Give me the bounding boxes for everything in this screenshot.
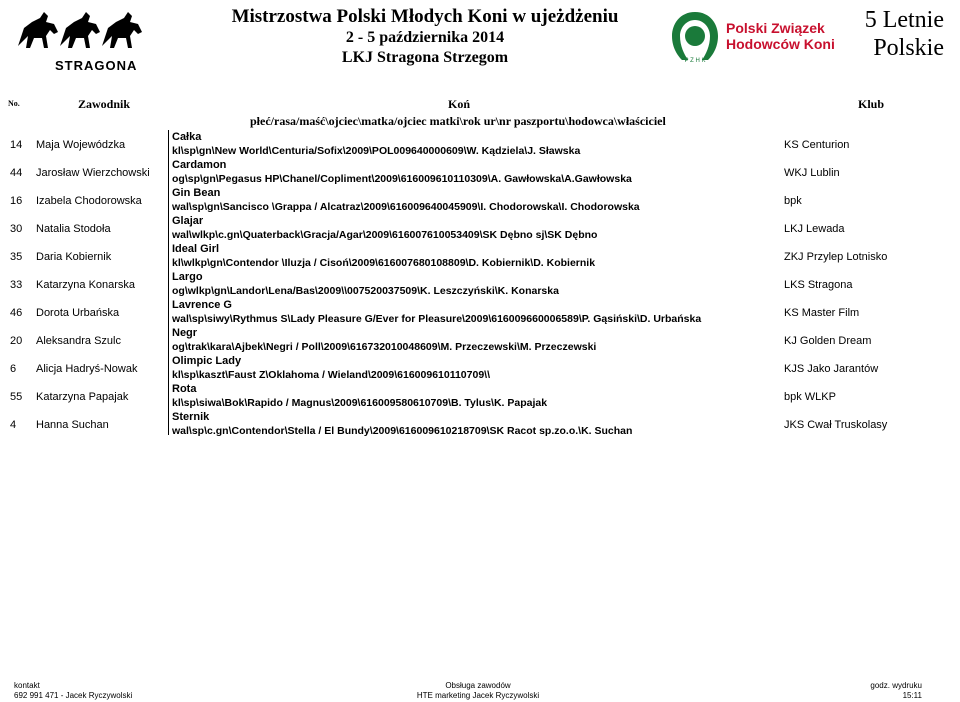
horse-cell (172, 354, 490, 382)
horse-pedigree: og\sp\gn\Pegasus HP\Chanel/Copliment\2009\616009610110309\A. Gawłowska\A.Gawłowska (172, 173, 632, 185)
horse-name: Ideal Girl (172, 243, 220, 255)
table-row (0, 382, 960, 412)
rider-name: Maja Wojewódzka (36, 139, 126, 151)
horse-cell (172, 130, 580, 158)
footer-organizer (408, 681, 548, 701)
table-row (0, 130, 960, 160)
horse-pedigree: kl\wlkp\gn\Contendor \Iluzja / Cisoń\2009\616007680108809\D. Kobiernik\D. Kobiernik (172, 257, 596, 269)
start-number: 30 (10, 223, 23, 235)
table-row (0, 242, 960, 272)
horse-pedigree: og\wlkp\gn\Landor\Lena/Bas\2009\\007520037509\K. Leszczyński\K. Konarska (172, 285, 559, 297)
stragona-logo (10, 6, 160, 73)
start-number: 33 (10, 279, 23, 291)
pzhk-name (726, 20, 835, 52)
print-time-value: 15:11 (902, 691, 922, 700)
horse-name: Glajar (172, 215, 204, 227)
category-age: 5 Letnie (864, 7, 944, 33)
table-row (0, 298, 960, 328)
club-name: KJS Jako Jarantów (784, 363, 879, 375)
start-number: 44 (10, 167, 23, 179)
table-row (0, 214, 960, 244)
horse-cell (172, 158, 632, 186)
horse-name: Całka (172, 131, 202, 143)
start-number: 6 (10, 363, 17, 375)
event-venue: LKJ Stragona Strzegom (341, 49, 509, 66)
start-number: 55 (10, 391, 23, 403)
club-name: KS Master Film (784, 307, 860, 319)
table-row (0, 354, 960, 384)
pzhk-line2: Hodowców Koni (726, 36, 835, 52)
organizer-name: HTE marketing Jacek Ryczywolski (416, 691, 540, 700)
horses-icon (10, 6, 160, 56)
horse-cell (172, 298, 701, 326)
horse-pedigree: wal\sp\siwy\Rythmus S\Lady Pleasure G/Ever for Pleasure\2009\616009660006589\P. Gąsiński\D. Urbańska (172, 313, 702, 325)
club-name: WKJ Lublin (784, 167, 840, 179)
club-name: bpk (784, 195, 802, 207)
rider-name: Katarzyna Konarska (36, 279, 136, 291)
club-name: LKS Stragona (784, 279, 853, 291)
horse-cell (172, 410, 632, 438)
horse-pedigree: og\trak\kara\Ajbek\Negri / Poll\2009\616732010048609\M. Przeczewski\M. Przeczewski (172, 341, 597, 353)
stragona-brand: STRAGONA (55, 58, 138, 73)
horse-name: Olimpic Lady (172, 355, 242, 367)
horse-name: Gin Bean (172, 187, 221, 199)
pzhk-line1: Polski Związek (726, 20, 825, 36)
pzhk-logo (668, 8, 722, 64)
horse-name: Rota (172, 383, 197, 395)
horse-pedigree: kl\sp\kaszt\Faust Z\Oklahoma / Wieland\2009\616009610110709\\ (172, 369, 490, 381)
category-label (865, 6, 944, 62)
start-number: 35 (10, 251, 23, 263)
horse-cell (172, 186, 640, 214)
horse-pedigree: kl\sp\siwa\Bok\Rapido / Magnus\2009\616009580610709\B. Tylus\K. Papajak (172, 397, 548, 409)
horse-name: Largo (172, 271, 203, 283)
rider-name: Izabela Chodorowska (36, 195, 142, 207)
horse-cell (172, 382, 547, 410)
table-row (0, 270, 960, 300)
horseshoe-icon (668, 8, 722, 64)
pzhk-badge: P Z H K (684, 58, 706, 64)
start-number: 4 (10, 419, 17, 431)
event-dates: 2 - 5 października 2014 (345, 29, 505, 46)
start-number: 46 (10, 307, 23, 319)
contact-label: kontakt (14, 681, 40, 690)
horse-name: Negr (172, 327, 198, 339)
rider-name: Alicja Hadryś-Nowak (36, 363, 138, 375)
table-row (0, 410, 960, 440)
horse-cell (172, 270, 559, 298)
rider-name: Jarosław Wierzchowski (36, 167, 150, 179)
table-row (0, 326, 960, 356)
start-number: 16 (10, 195, 23, 207)
horse-name: Lavrence G (172, 299, 232, 311)
rider-name: Daria Kobiernik (36, 251, 112, 263)
event-title (210, 6, 640, 68)
start-number: 14 (10, 139, 23, 151)
rider-name: Dorota Urbańska (36, 307, 120, 319)
horse-cell (172, 326, 596, 354)
page-footer (0, 678, 960, 702)
horse-name: Sternik (172, 411, 210, 423)
column-header-rider: Zawodnik (78, 97, 131, 111)
footer-contact (14, 681, 132, 701)
table-row (0, 158, 960, 188)
column-header-no: No. (8, 99, 20, 108)
event-name: Mistrzostwa Polski Młodych Koni w ujeżdżeniu (231, 6, 619, 27)
rider-name: Hanna Suchan (36, 419, 109, 431)
rider-name: Natalia Stodoła (36, 223, 111, 235)
column-subheader-horse-details: płeć/rasa/maść\ojciec\matka/ojciec matki\rok ur\nr paszportu\hodowca\właściciel (250, 114, 666, 128)
table-row (0, 186, 960, 216)
footer-print-time (870, 681, 922, 701)
column-header-club: Klub (858, 97, 885, 111)
horse-cell (172, 242, 595, 270)
contact-phone: 692 991 471 - Jacek Ryczywolski (14, 691, 133, 700)
club-name: JKS Cwał Truskolasy (784, 419, 888, 431)
club-name: KS Centurion (784, 139, 850, 151)
organizer-label: Obsługa zawodów (445, 681, 511, 690)
column-header-horse: Koń (448, 97, 471, 111)
rider-name: Aleksandra Szulc (36, 335, 121, 347)
horse-pedigree: wal\sp\gn\Sancisco \Grappa / Alcatraz\2009\616009640045909\I. Chodorowska\I. Chodorowska (172, 201, 640, 213)
horse-cell (172, 214, 597, 242)
club-name: KJ Golden Dream (784, 335, 872, 347)
horse-name: Cardamon (172, 159, 227, 171)
category-breed: Polskie (873, 35, 944, 61)
club-name: LKJ Lewada (784, 223, 845, 235)
horse-pedigree: wal\wlkp\c.gn\Quaterback\Gracja/Agar\2009\616007610053409\SK Dębno sj\SK Dębno (172, 229, 598, 241)
page-header (0, 0, 960, 92)
horse-pedigree: kl\sp\gn\New World\Centuria/Sofix\2009\POL009640000609\W. Kądziela\J. Sławska (172, 145, 581, 157)
start-number: 20 (10, 335, 23, 347)
club-name: bpk WLKP (784, 391, 836, 403)
print-time-label: godz. wydruku (870, 681, 922, 690)
club-name: ZKJ Przylep Lotnisko (784, 251, 888, 263)
rider-name: Katarzyna Papajak (36, 391, 129, 403)
horse-pedigree: wal\sp\c.gn\Contendor\Stella / El Bundy\2009\616009610218709\SK Racot sp.zo.o.\K. Suchan (172, 425, 633, 437)
